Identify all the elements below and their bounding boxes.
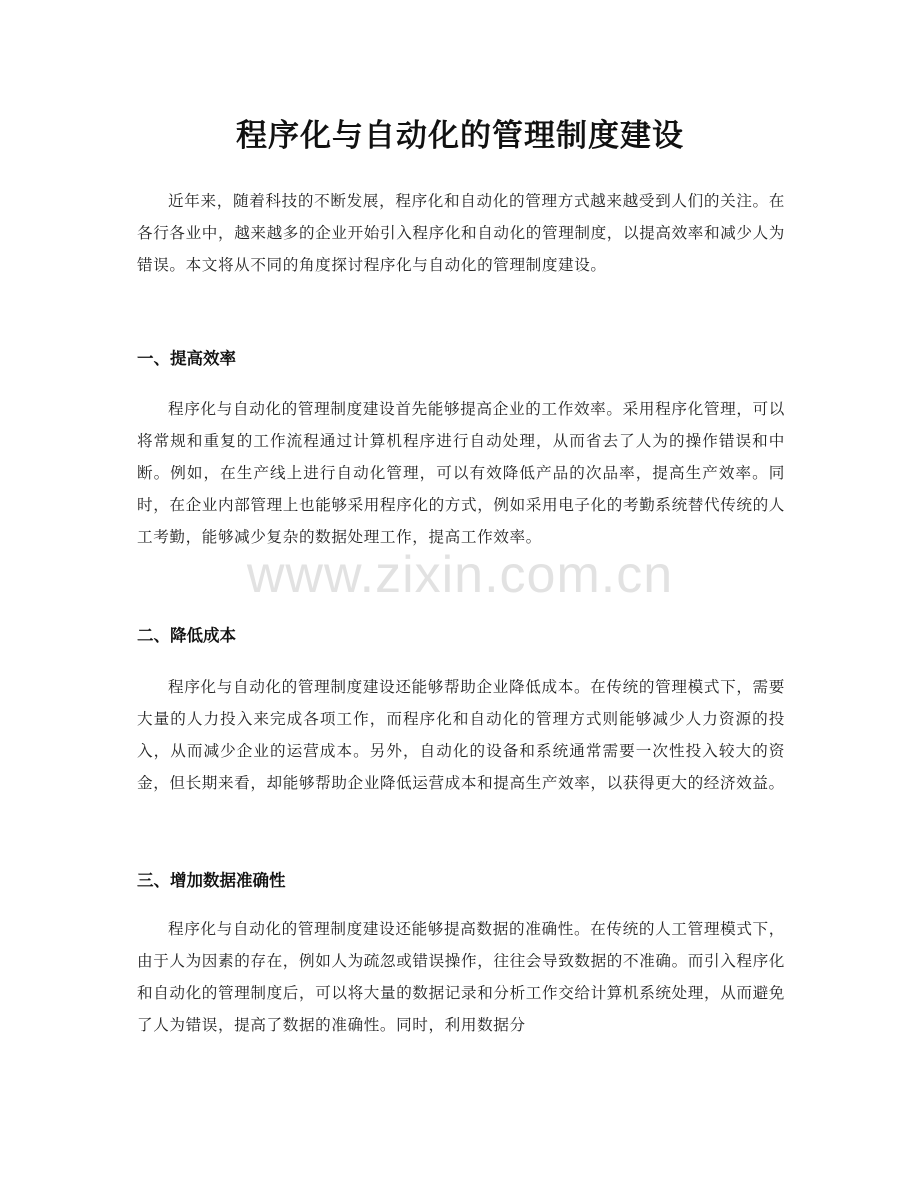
section-heading-efficiency: 一、提高效率	[137, 349, 236, 368]
section-body-efficiency: 程序化与自动化的管理制度建设首先能够提高企业的工作效率。采用程序化管理，可以将常规和重复的工作流程通过计算机程序进行自动处理，从而省去了人为的操作错误和中断。例如，在生产线上进行自动化管理，可以有效降低产品的次品率，提高生产效率。同时，在企业内部管理上也能够采用程序化的方式，例如采用电子化的考勤系统替代传统的人工考勤，能够减少复杂的数据处理工作，提高工作效率。	[137, 400, 785, 546]
watermark-text: www.zixin.com.cn	[246, 546, 674, 604]
section-heading-cost: 二、降低成本	[137, 626, 236, 645]
section-body-accuracy: 程序化与自动化的管理制度建设还能够提高数据的准确性。在传统的人工管理模式下，由于人为因素的存在，例如人为疏忽或错误操作，往往会导致数据的不准确。而引入程序化和自动化的管理制度后，可以将大量的数据记录和分析工作交给计算机系统处理，从而避免了人为错误，提高了数据的准确性。同时，利用数据分	[137, 920, 785, 1034]
section-heading-accuracy: 三、增加数据准确性	[137, 871, 286, 890]
section-body-cost: 程序化与自动化的管理制度建设还能够帮助企业降低成本。在传统的管理模式下，需要大量的人力投入来完成各项工作，而程序化和自动化的管理方式则能够减少人力资源的投入，从而减少企业的运营成本。另外，自动化的设备和系统通常需要一次性投入较大的资金，但长期来看，却能够帮助企业降低运营成本和提高生产效率，以获得更大的经济效益。	[137, 678, 785, 792]
document-title: 程序化与自动化的管理制度建设	[236, 118, 684, 154]
intro-paragraph: 近年来，随着科技的不断发展，程序化和自动化的管理方式越来越受到人们的关注。在各行各业中，越来越多的企业开始引入程序化和自动化的管理制度，以提高效率和减少人为错误。本文将从不同的角度探讨程序化与自动化的管理制度建设。	[137, 192, 785, 274]
